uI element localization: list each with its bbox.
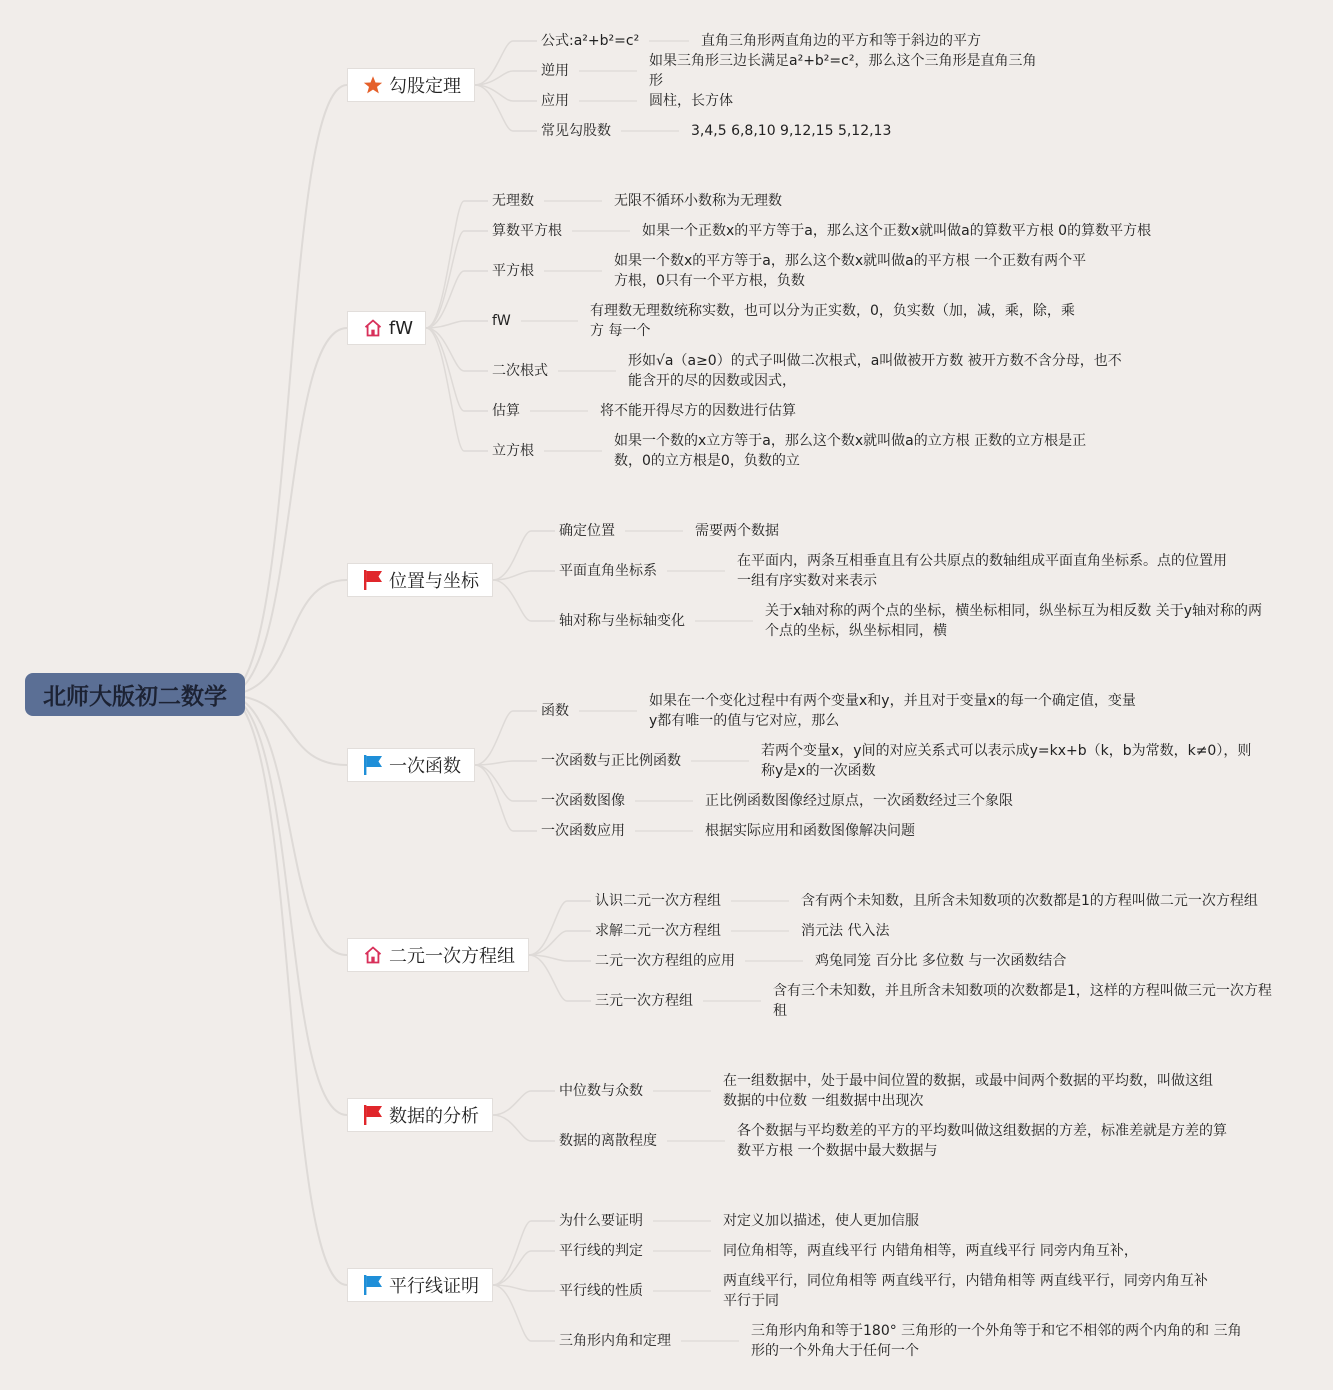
subtopic-label[interactable]: 数据的离散程度 xyxy=(559,1133,657,1149)
topic-label: 平行线证明 xyxy=(389,1276,479,1297)
connector-line xyxy=(493,531,555,580)
subtopic-label[interactable]: 三元一次方程组 xyxy=(595,993,693,1009)
topic-node[interactable] xyxy=(347,748,475,782)
detail-text[interactable]: 含有两个未知数，且所含未知数项的次数都是1的方程叫做二元一次方程组 xyxy=(801,893,1258,909)
subtopic-label[interactable]: 应用 xyxy=(541,93,569,109)
subtopic-label[interactable]: 公式:a²+b²=c² xyxy=(541,33,640,49)
topic-node[interactable] xyxy=(347,938,529,972)
connector-line xyxy=(475,85,537,101)
root-topic[interactable]: 北师大版初二数学 xyxy=(25,673,245,716)
connector-line xyxy=(475,711,537,765)
topic-label: fW xyxy=(388,317,413,339)
connector-line xyxy=(426,271,488,328)
detail-text[interactable]: 鸡兔同笼 百分比 多位数 与一次函数结合 xyxy=(815,953,1067,969)
detail-text[interactable]: 正比例函数图像经过原点，一次函数经过三个象限 xyxy=(705,793,1013,809)
detail-text[interactable]: 关于x轴对称的两个点的坐标，横坐标相同，纵坐标互为相反数 关于y轴对称的两个点的坐标，纵坐标相同，横 xyxy=(765,603,1263,639)
topic-node[interactable] xyxy=(347,563,493,597)
connector-line xyxy=(225,695,347,1285)
detail-text[interactable]: 两直线平行，同位角相等 两直线平行，内错角相等 两直线平行，同旁内角互补 平行于同 xyxy=(723,1273,1208,1309)
detail-text[interactable]: 在平面内，两条互相垂直且有公共原点的数轴组成平面直角坐标系。点的位置用一组有序实数对来表示 xyxy=(737,553,1227,589)
subtopic-label[interactable]: 函数 xyxy=(541,703,569,719)
connector-line xyxy=(493,1091,555,1115)
connector-line xyxy=(529,955,591,961)
connector-line xyxy=(493,1285,555,1291)
topic-label: 二元一次方程组 xyxy=(389,946,515,967)
connector-line xyxy=(529,931,591,955)
subtopic-label[interactable]: 求解二元一次方程组 xyxy=(595,923,721,939)
subtopic-label[interactable]: 估算 xyxy=(492,403,520,419)
detail-text[interactable]: 将不能开得尽方的因数进行估算 xyxy=(600,403,796,419)
detail-text[interactable]: 如果一个数的x立方等于a，那么这个数x就叫做a的立方根 正数的立方根是正数，0的立方根是0，负数的立 xyxy=(614,433,1087,469)
detail-text[interactable]: 根据实际应用和函数图像解决问题 xyxy=(705,823,915,839)
connector-line xyxy=(426,231,488,328)
connector-line xyxy=(475,41,537,85)
subtopic-label[interactable]: 二元一次方程组的应用 xyxy=(595,953,735,969)
subtopic-label[interactable]: 二次根式 xyxy=(492,363,548,379)
topic-label: 一次函数 xyxy=(389,756,461,777)
subtopic-label[interactable]: 一次函数图像 xyxy=(541,793,625,809)
connector-line xyxy=(529,901,591,955)
detail-text[interactable]: 含有三个未知数，并且所含未知数项的次数都是1，这样的方程叫做三元一次方程租 xyxy=(773,983,1272,1019)
detail-text[interactable]: 圆柱，长方体 xyxy=(649,93,733,109)
connector-line xyxy=(475,765,537,831)
detail-text[interactable]: 如果一个正数x的平方等于a，那么这个正数x就叫做a的算数平方根 0的算数平方根 xyxy=(642,223,1152,239)
subtopic-label[interactable]: 轴对称与坐标轴变化 xyxy=(559,613,685,629)
detail-text[interactable]: 形如√a（a≥0）的式子叫做二次根式，a叫做被开方数 被开方数不含分母，也不能含开的尽的因数或因式， xyxy=(628,353,1122,389)
detail-text[interactable]: 无限不循环小数称为无理数 xyxy=(614,193,782,209)
connector-line xyxy=(493,571,555,580)
subtopic-label[interactable]: 一次函数应用 xyxy=(541,823,625,839)
detail-text[interactable]: 如果三角形三边长满足a²+b²=c²，那么这个三角形是直角三角形 xyxy=(649,53,1037,89)
connector-line xyxy=(475,71,537,85)
detail-text[interactable]: 在一组数据中，处于最中间位置的数据，或最中间两个数据的平均数，叫做这组数据的中位数 一组数据中出现次 xyxy=(723,1073,1213,1109)
flag-blue-icon xyxy=(362,1274,384,1296)
detail-text[interactable]: 直角三角形两直角边的平方和等于斜边的平方 xyxy=(701,33,981,49)
connector-line xyxy=(493,580,555,621)
subtopic-label[interactable]: 平行线的性质 xyxy=(559,1283,643,1299)
connector-line xyxy=(529,955,591,1001)
topic-label: 数据的分析 xyxy=(389,1106,479,1127)
detail-text[interactable]: 对定义加以描述，使人更加信服 xyxy=(723,1213,919,1229)
subtopic-label[interactable]: 为什么要证明 xyxy=(559,1213,643,1229)
subtopic-label[interactable]: 中位数与众数 xyxy=(559,1083,643,1099)
subtopic-label[interactable]: 三角形内角和定理 xyxy=(559,1333,671,1349)
connector-line xyxy=(475,85,537,131)
subtopic-label[interactable]: 认识二元一次方程组 xyxy=(595,893,721,909)
connector-line xyxy=(475,765,537,801)
subtopic-label[interactable]: 逆用 xyxy=(541,63,569,79)
connector-line xyxy=(225,695,347,955)
house-icon xyxy=(362,317,384,339)
subtopic-label[interactable]: 平面直角坐标系 xyxy=(559,563,657,579)
detail-text[interactable]: 消元法 代入法 xyxy=(801,923,890,939)
connector-line xyxy=(225,85,347,695)
connector-line xyxy=(426,328,488,371)
subtopic-label[interactable]: 平行线的判定 xyxy=(559,1243,643,1259)
detail-text[interactable]: 需要两个数据 xyxy=(695,523,779,539)
flag-red-icon xyxy=(362,1104,384,1126)
subtopic-label[interactable]: 确定位置 xyxy=(559,523,615,539)
subtopic-label[interactable]: 平方根 xyxy=(492,263,534,279)
detail-text[interactable]: 有理数无理数统称实数，也可以分为正实数，0，负实数（加，减，乘，除，乘方 每一个 xyxy=(590,303,1075,339)
subtopic-label[interactable]: fW xyxy=(492,313,511,329)
topic-node[interactable] xyxy=(347,68,475,102)
detail-text[interactable]: 如果一个数x的平方等于a，那么这个数x就叫做a的平方根 一个正数有两个平方根，0只有一个平方根，负数 xyxy=(614,253,1087,289)
topic-label: 位置与坐标 xyxy=(389,571,479,592)
subtopic-label[interactable]: 算数平方根 xyxy=(492,223,562,239)
connector-line xyxy=(426,328,488,411)
flag-red-icon xyxy=(362,569,384,591)
star-icon xyxy=(362,74,384,96)
connector-line xyxy=(493,1285,555,1341)
flag-blue-icon xyxy=(362,754,384,776)
topic-node[interactable] xyxy=(347,1098,493,1132)
detail-text[interactable]: 3,4,5 6,8,10 9,12,15 5,12,13 xyxy=(691,123,892,139)
detail-text[interactable]: 若两个变量x，y间的对应关系式可以表示成y=kx+b（k，b为常数，k≠0），则称y是x的一次函数 xyxy=(761,743,1252,779)
detail-text[interactable]: 如果在一个变化过程中有两个变量x和y，并且对于变量x的每一个确定值，变量y都有唯一的值与它对应，那么 xyxy=(649,693,1136,729)
connector-line xyxy=(475,761,537,765)
house-icon xyxy=(362,944,384,966)
subtopic-label[interactable]: 无理数 xyxy=(492,193,534,209)
detail-text[interactable]: 同位角相等，两直线平行 内错角相等，两直线平行 同旁内角互补， xyxy=(723,1243,1138,1259)
connector-line xyxy=(493,1221,555,1285)
subtopic-label[interactable]: 立方根 xyxy=(492,443,534,459)
topic-node[interactable] xyxy=(347,311,426,345)
detail-text[interactable]: 各个数据与平均数差的平方的平均数叫做这组数据的方差，标准差就是方差的算数平方根 一个数据中最大数据与 xyxy=(737,1123,1227,1159)
subtopic-label[interactable]: 一次函数与正比例函数 xyxy=(541,753,681,769)
connector-line xyxy=(493,1115,555,1141)
connector-line xyxy=(225,695,347,1115)
connector-line xyxy=(225,328,347,695)
subtopic-label[interactable]: 常见勾股数 xyxy=(541,123,611,139)
topic-node[interactable] xyxy=(347,1268,493,1302)
detail-text[interactable]: 三角形内角和等于180° 三角形的一个外角等于和它不相邻的两个内角的和 三角形的一个外角大于任何一个 xyxy=(751,1323,1242,1359)
topic-label: 勾股定理 xyxy=(389,76,461,97)
connector-line xyxy=(426,201,488,328)
connector-line xyxy=(426,321,488,328)
connector-line xyxy=(493,1251,555,1285)
connector-line xyxy=(426,328,488,451)
